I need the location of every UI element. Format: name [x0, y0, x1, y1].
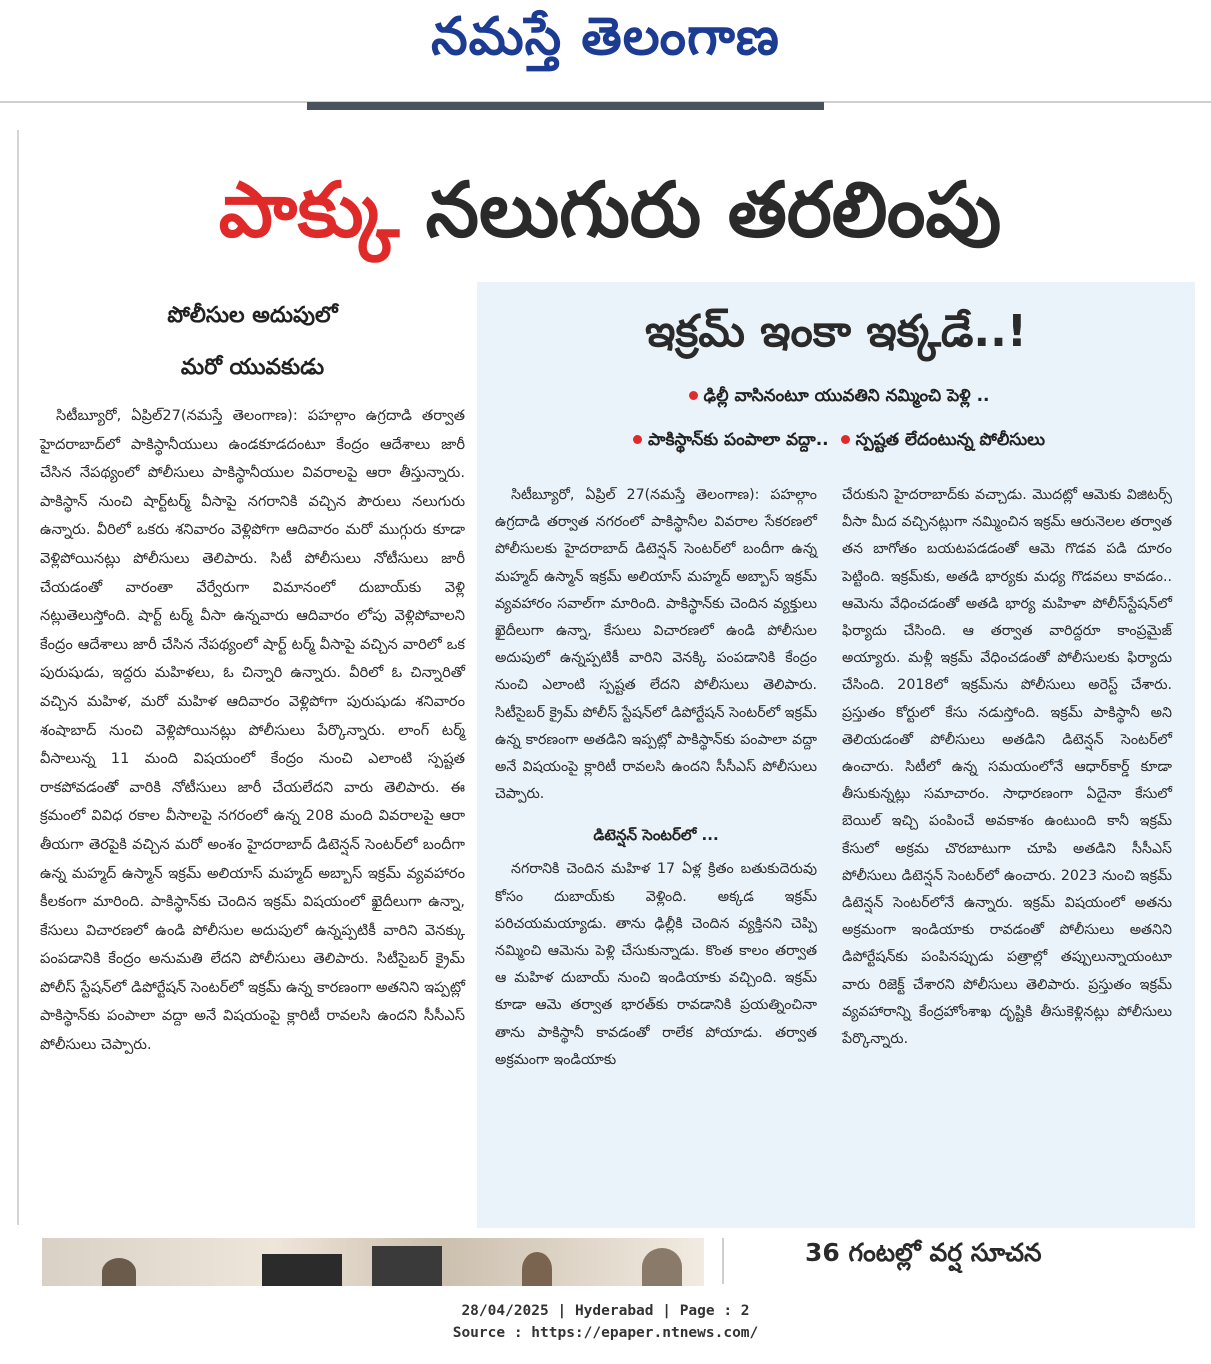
photo-object-shape — [372, 1246, 442, 1286]
photo-person-shape — [522, 1252, 552, 1286]
left-article-body: సిటీబ్యూరో, ఏప్రిల్27(నమస్తే తెలంగాణ): పహల్గాం ఉగ్రదాడి తర్వాత హైదరాబాద్‌లో పాకిస్థానీయులు ఉండకూడదంటూ కేంద్రం ఆదేశాలు జారీ చేసిన నేపథ్యంలో పోలీసులు పాకిస్థానీయుల వివరాలపై ఆరా తీస్తున్నారు. పాకిస్థాన్ నుంచి షార్ట్‌టర్మ్ వీసాపై నగరానికి వచ్చిన పౌరులు నలుగురు ఉన్నారు. వీరిలో ఒకరు శనివారం వెళ్లిపోగా ఆదివారం మరో ముగ్గురు కూడా వెళ్లిపోయినట్లు పోలీసులు తెలిపారు. సిటీ పోలీసులు నోటీసులు జారీ చేయడంతో వారంతా వేర్వేరుగా విమానంలో దుబాయ్‌కు వెళ్లి నట్లుతెలుస్తోంది. షార్ట్ టర్మ్ వీసా ఉన్నవారు ఆదివారం లోపు వెళ్లిపోవాలని కేంద్రం ఆదేశాలు జారీ చేసిన నేపథ్యంలో షార్ట్ టర్మ్ వీసాపై వచ్చిన వారిలో ఒక పురుషుడు, ఇద్దరు మహిళలు, ఓ చిన్నారి ఉన్నారు. వీరిలో ఓ చిన్నారితో వచ్చిన మహిళ, మరో మహిళ ఆదివారం వెళ్లిపోగా పురుషుడు శనివారం శంషాబాద్ నుంచి వెళ్లిపోయినట్లు పోలీసులు పేర్కొన్నారు. లాంగ్ టర్మ్ వీసాలున్న 11 మంది విషయంలో కేంద్రం నుంచి ఎలాంటి స్పష్టత రాకపోవడంతో వారికి నోటీసులు జారీ చేయలేదని వారు తెలిపారు. ఈ క్రమంలో వివిధ రకాల వీసాలపై నగరంలో ఉన్న 208 మంది వివరాలపై ఆరా తీయగా తెరపైకి వచ్చిన మరో అంశం హైదరాబాద్ డిటెన్షన్ సెంటర్‌లో బందీగా ఉన్న మహ్మద్ ఉస్మాన్ ఇక్రమ్ అలియాస్ మహ్మద్ అబ్బాస్ ఇక్రమ్ వ్యవహారం కీలకంగా మారింది. పాకిస్థాన్‌కు చెందిన ఇక్రమ్ విషయంలో ఖైదీలుగా ఉన్నా, కేసులు విచారణలో ఉండి పోలీసుల అదుపులో ఉన్నప్పటికీ వారిని వెనక్కు పంపడానికి కేంద్రం అనుమతి లేదని పోలీసులు తెలిపారు. సిటీసైబర్ క్రైమ్ పోలీస్ స్టేషన్‌లో డిపోర్టేషన్ సెంటర్‌లో ఇక్రమ్ ఉన్న కారణంగా అతనిని ఇప్పట్లో పాకిస్థాన్‌కు పంపాలా వద్దా అనే విషయంపై క్లారిటీ రావలసి ఉందని సీసీఎస్ పోలీసులు చెప్పారు. — [40, 407, 465, 1054]
right-col1-subhead: డిటెన్షన్ సెంటర్‌లో ... — [593, 826, 719, 845]
right-article-column-2 — [842, 482, 1172, 1053]
masthead — [0, 0, 1211, 100]
right-article-column-1 — [495, 482, 817, 1074]
bullet-1-text: ఢిల్లీ వాసినంటూ యువతిని నమ్మించి పెళ్లి .. — [703, 386, 990, 406]
headline-rest: కు నలుగురు తరలింపు — [399, 165, 1002, 254]
bullet-2b-text: స్పష్టత లేదంటున్న పోలీసులు — [855, 430, 1046, 450]
right-bullet-2 — [477, 430, 1195, 454]
column-border — [17, 130, 19, 1225]
footer-dateline: 28/04/2025 | Hyderabad | Page : 2 — [461, 1303, 750, 1319]
left-article — [40, 290, 465, 1060]
bullet-dot-icon — [633, 435, 642, 444]
bullet-dot-icon — [841, 435, 850, 444]
headline-accent: పాక్ — [218, 165, 400, 254]
photo-person-shape — [102, 1258, 136, 1286]
right-col2-paragraph: చేరుకుని హైదరాబాద్‌కు వచ్చాడు. మొదట్లో ఆమెకు విజిటర్స్ వీసా మీద వచ్చినట్లుగా నమ్మించిన ఇక్రమ్ ఆరునెలల తర్వాత తన బాగోతం బయటపడడంతో ఆమె గొడవ పడి దూరం పెట్టింది. ఇక్రమ్‌కు, అతడి భార్యకు మధ్య గొడవలు కావడం.. ఆమెను వేధించడంతో అతడి భార్య మహిళా పోలీస్‌స్టేషన్‌లో ఫిర్యాదు చేసింది. ఆ తర్వాత వారిద్దరూ కాంప్రమైజ్ అయ్యారు. మళ్లీ ఇక్రమ్ వేధించడంతో పోలీసులకు ఫిర్యాదు చేసింది. 2018లో ఇక్రమ్‌ను పోలీసులు అరెస్ట్ చేశారు. ప్రస్తుతం కోర్టులో కేసు నడుస్తోంది. ఇక్రమ్ పాకిస్థానీ అని తెలియడంతో పోలీసులు అతడిని డిటెన్షన్ సెంటర్‌లో ఉంచారు. సిటీలో ఉన్న సమయంలోనే ఆధార్‌కార్డ్ కూడా తీసుకున్నట్లు సమాచారం. సాధారణంగా ఏదైనా కేసులో బెయిల్ ఇచ్చి పంపించే అవకాశం ఉంటుంది కానీ ఇక్రమ్ కేసులో అక్రమ చొరబాటుగా చూపి అతడిని సీసీఎస్ పోలీసులు డిటెన్షన్ సెంటర్‌లో ఉంచారు. 2023 నుంచి ఇక్రమ్ డిటెన్షన్ సెంటర్‌లోనే ఉన్నారు. ఇక్రమ్ విషయంలో అతను అక్రమంగా ఇండియాకు రావడంతో పోలీసులు అతనిని డిపోర్టేషన్‌కు పంపినప్పుడు పత్రాల్లో తప్పులున్నాయంటూ వారు రిజెక్ట్ చేశారని పోలీసులు తెలిపారు. ప్రస్తుతం ఇక్రమ్ వ్యవహారాన్ని కేంద్రహోంశాఖ దృష్టికి తీసుకెళ్లినట్లు పోలీసులు పేర్కొన్నారు. — [842, 487, 1172, 1048]
left-subhead-2: మరో యువకుడు — [180, 355, 325, 380]
footer-source: Source : https://epaper.ntnews.com/ — [452, 1325, 759, 1341]
bottom-divider — [722, 1238, 724, 1284]
right-article-title: ఇక్రమ్ ఇంకా ఇక్కడే..! — [645, 306, 1027, 357]
bottom-news-photo — [42, 1238, 704, 1286]
bullet-2a-text: పాకిస్థాన్‌కు పంపాలా వద్దా.. — [647, 430, 829, 450]
main-headline — [20, 150, 1200, 270]
right-bullet-1 — [477, 386, 1195, 410]
masthead-logo: నమస్తే తెలంగాణ — [431, 6, 780, 67]
bullet-dot-icon — [689, 391, 698, 400]
photo-object-shape — [262, 1254, 342, 1286]
right-col1-paragraph-2: నగరానికి చెందిన మహిళ 17 ఏళ్ల క్రితం బతుకుదెరువు కోసం దుబాయ్‌కు వెళ్లింది. అక్కడ ఇక్రమ్ పరిచయమయ్యాడు. తాను ఢిల్లీకి చెందిన వ్యక్తినని చెప్పి నమ్మించి ఆమెను పెళ్లి చేసుకున్నాడు. కొంత కాలం తర్వాత ఆ మహిళ దుబాయ్ నుంచి ఇండియాకు వచ్చింది. ఇక్రమ్ కూడా ఆమె తర్వాత భారత్‌కు రావడానికి ప్రయత్నించినా తాను పాకిస్థానీ కావడంతో రాలేక పోయాడు. తర్వాత అక్రమంగా ఇండియాకు — [495, 861, 817, 1068]
bottom-headline: 36 గంటల్లో వర్ష సూచన — [805, 1238, 1042, 1267]
left-subhead-1: పోలీసుల అదుపులో — [167, 303, 338, 328]
masthead-underline-bar — [307, 102, 824, 110]
photo-person-shape — [642, 1248, 682, 1286]
right-col1-paragraph-1: సిటీబ్యూరో, ఏప్రిల్ 27(నమస్తే తెలంగాణ): పహల్గాం ఉగ్రదాడి తర్వాత నగరంలో పాకిస్థానీల వివరాల సేకరణలో పోలీసులకు హైదరాబాద్ డిటెన్షన్ సెంటర్‌లో బందీగా ఉన్న మహ్మద్ ఉస్మాన్ ఇక్రమ్ అలియాస్ మహ్మద్ అబ్బాస్ ఇక్రమ్ వ్యవహారం సవాల్‌గా మారింది. పాకిస్థాన్‌కు చెందిన వ్యక్తులు ఖైదీలుగా ఉన్నా, కేసులు విచారణలో ఉండి పోలీసుల అదుపులో ఉన్నప్పటికీ వారిని వెనక్కి పంపడానికి కేంద్రం నుంచి ఎలాంటి స్పష్టత లేదని పోలీసులు తెలిపారు. సిటీసైబర్ క్రైమ్ పోలీస్ స్టేషన్‌లో డిపోర్టేషన్ సెంటర్‌లో ఇక్రమ్ ఉన్న కారణంగా అతడిని ఇప్పట్లో పాకిస్థాన్‌కు పంపాలా వద్దా అనే విషయంపై క్లారిటీ రావలసి ఉందని సీసీఎస్ పోలీసులు చెప్పారు. — [495, 487, 817, 803]
